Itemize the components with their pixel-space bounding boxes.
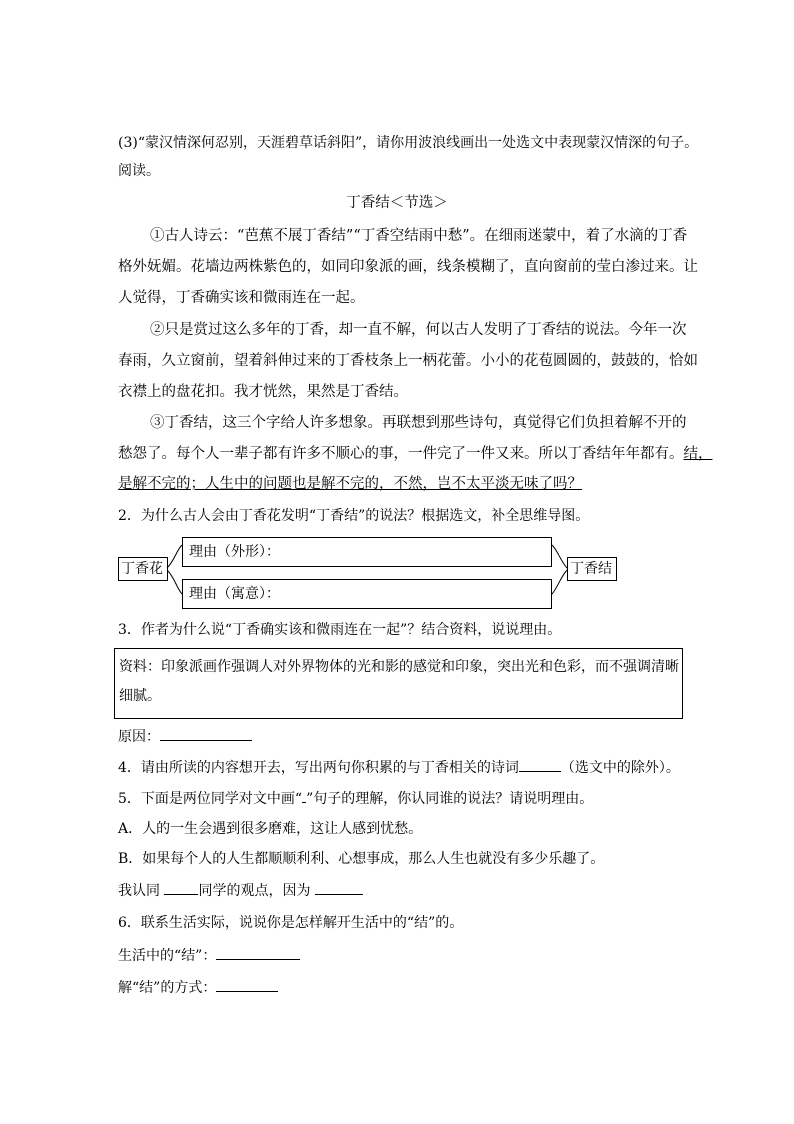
- p1-line1: ①古人诗云：“芭蕉不展丁香结”“丁香空结雨中愁”。在细雨迷蒙中，着了水滴的丁香: [150, 228, 688, 244]
- branch-shape-label: 理由（外形）：: [189, 544, 280, 560]
- q4-suffix: （选文中的除外）。: [560, 760, 680, 776]
- mind-map-branch-shape[interactable]: [182, 537, 552, 567]
- p3-line2-plain: 愁怨了。每个人一辈子都有许多不顺心的事，一件完了一件又来。所以丁香结年年都有。: [118, 446, 684, 462]
- p2-line1: ②只是赏过这么多年的丁香，却一直不解，何以古人发明了丁香结的说法。今年一次: [150, 322, 687, 338]
- q6-way-blank[interactable]: [216, 977, 278, 992]
- underlined-sentence-end: 是解不完的；人生中的问题也是解不完的，不然，岂不太平淡无味了吗？: [118, 476, 582, 492]
- p1-line2: 格外妩媚。花墙边两株紫色的，如同印象派的画，线条模糊了，直向窗前的莹白渗过来。让: [118, 259, 698, 275]
- underlined-sentence-start: 结，: [683, 446, 713, 462]
- q4-text: 4．请由所读的内容想开去，写出两句你积累的与丁香相关的诗词: [118, 760, 519, 776]
- p1-line3: 人觉得，丁香确实该和微雨连在一起。: [118, 290, 365, 306]
- mind-map-branch-meaning[interactable]: [182, 579, 552, 609]
- reason-label: 原因：: [118, 729, 160, 745]
- q4-blank[interactable]: [519, 757, 561, 772]
- passage-title: 丁香结＜节选＞: [346, 195, 448, 211]
- q5-reason-blank[interactable]: [315, 880, 363, 895]
- branch-meaning-label: 理由（寓意）：: [189, 586, 280, 602]
- q6-knot-blank[interactable]: [216, 945, 300, 960]
- reason-blank[interactable]: [160, 726, 252, 741]
- q6-text: 6．联系生活实际，说说你是怎样解开生活中的“结”的。: [118, 915, 464, 931]
- q5-agree-row: 我认同 同学的观点，因为: [118, 880, 363, 901]
- p3-line1: ③丁香结，这三个字给人许多想象。再联想到那些诗句，真觉得它们负担着解不开的: [150, 415, 687, 431]
- read-label: 阅读。: [118, 163, 160, 179]
- mind-map-node-lilac-knot: 丁香结: [567, 557, 617, 581]
- q2-text: 2．为什么古人会由丁香花发明“丁香结”的说法？根据选文，补全思维导图。: [118, 508, 590, 524]
- p2-line2: 春雨，久立窗前，望着斜伸过来的丁香枝条上一柄花蕾。小小的花苞圆圆的，鼓鼓的，恰如: [118, 353, 698, 369]
- q5-student-blank[interactable]: [164, 880, 198, 895]
- material-box: [114, 648, 683, 719]
- mind-map-node-lilac-flower: 丁香花: [118, 557, 168, 581]
- q5-row: 5．下面是两位同学对文中画“ ”句子的理解，你认同谁的说法？请说明理由。: [118, 788, 593, 809]
- p2-line3: 衣襟上的盘花扣。我才恍然，果然是丁香结。: [118, 384, 408, 400]
- q5-option-b: B．如果每个人的人生都顺顺利利、心想事成，那么人生也就没有多少乐趣了。: [118, 851, 605, 867]
- q6-knot-row: 生活中的“结”：: [118, 945, 300, 966]
- q4-row: [118, 757, 680, 778]
- q6-way-row: 解“结”的方式：: [118, 977, 278, 998]
- q3-text: 3．作者为什么说“丁香确实该和微雨连在一起”？结合资料，说说理由。: [118, 622, 562, 638]
- q3-intro: (3)“蒙汉情深何忍别，天涯碧草话斜阳”，请你用波浪线画出一处选文中表现蒙汉情深的句子。: [118, 135, 699, 151]
- material-line1: 资料：印象派画作强调人对外界物体的光和影的感觉和印象，突出光和色彩，而不强调清晰: [119, 659, 679, 675]
- reason-row: [118, 726, 252, 747]
- q5-option-a: A．人的一生会遇到很多磨难，这让人感到忧愁。: [118, 821, 423, 837]
- material-line2: 细腻。: [119, 688, 161, 704]
